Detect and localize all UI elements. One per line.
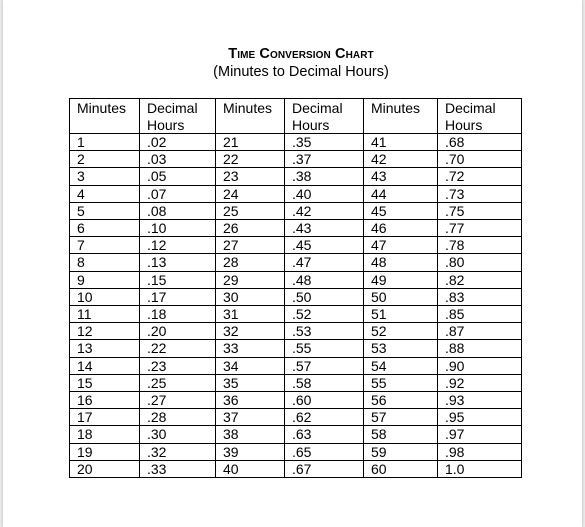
table-row — [70, 374, 522, 391]
minutes-cell: 60 — [364, 460, 438, 477]
decimal-hours-cell: .90 — [438, 357, 522, 374]
minutes-cell: 59 — [364, 443, 438, 460]
minutes-cell: 38 — [216, 426, 285, 443]
decimal-hours-cell: .98 — [438, 443, 522, 460]
minutes-cell: 7 — [70, 237, 140, 254]
decimal-hours-cell: .38 — [285, 168, 364, 185]
decimal-hours-cell: .82 — [438, 271, 522, 288]
minutes-cell: 12 — [70, 323, 140, 340]
decimal-hours-cell: .53 — [285, 323, 364, 340]
minutes-cell: 39 — [216, 443, 285, 460]
minutes-cell: 14 — [70, 357, 140, 374]
decimal-hours-cell: .63 — [285, 426, 364, 443]
decimal-hours-cell: .15 — [140, 271, 216, 288]
minutes-cell: 20 — [70, 460, 140, 477]
table-row — [70, 185, 522, 202]
table-row — [70, 443, 522, 460]
decimal-hours-cell: .50 — [285, 288, 364, 305]
decimal-hours-cell: .57 — [285, 357, 364, 374]
decimal-hours-cell: .65 — [285, 443, 364, 460]
table-row — [70, 151, 522, 168]
decimal-hours-cell: .02 — [140, 134, 216, 151]
minutes-cell: 42 — [364, 151, 438, 168]
decimal-hours-cell: .27 — [140, 392, 216, 409]
decimal-hours-cell: .92 — [438, 374, 522, 391]
decimal-hours-cell: .08 — [140, 202, 216, 219]
minutes-cell: 4 — [70, 185, 140, 202]
decimal-hours-cell: .70 — [438, 151, 522, 168]
minutes-cell: 19 — [70, 443, 140, 460]
table-body — [70, 134, 522, 478]
minutes-cell: 11 — [70, 306, 140, 323]
minutes-cell: 33 — [216, 340, 285, 357]
table-header-row — [70, 99, 522, 134]
decimal-hours-cell: .60 — [285, 392, 364, 409]
decimal-hours-cell: .88 — [438, 340, 522, 357]
minutes-cell: 40 — [216, 460, 285, 477]
minutes-cell: 3 — [70, 168, 140, 185]
decimal-hours-cell: .52 — [285, 306, 364, 323]
decimal-hours-cell: .72 — [438, 168, 522, 185]
decimal-hours-cell: .58 — [285, 374, 364, 391]
minutes-cell: 25 — [216, 202, 285, 219]
minutes-cell: 17 — [70, 409, 140, 426]
table-row — [70, 220, 522, 237]
table-row — [70, 357, 522, 374]
minutes-cell: 55 — [364, 374, 438, 391]
minutes-cell: 1 — [70, 134, 140, 151]
decimal-hours-cell: 1.0 — [438, 460, 522, 477]
column-header: Minutes — [70, 99, 140, 134]
decimal-hours-cell: .32 — [140, 443, 216, 460]
minutes-cell: 16 — [70, 392, 140, 409]
minutes-cell: 48 — [364, 254, 438, 271]
minutes-cell: 22 — [216, 151, 285, 168]
decimal-hours-cell: .85 — [438, 306, 522, 323]
decimal-hours-cell: .73 — [438, 185, 522, 202]
minutes-cell: 10 — [70, 288, 140, 305]
column-header: Minutes — [216, 99, 285, 134]
decimal-hours-cell: .42 — [285, 202, 364, 219]
decimal-hours-cell: .47 — [285, 254, 364, 271]
minutes-cell: 9 — [70, 271, 140, 288]
decimal-hours-cell: .10 — [140, 220, 216, 237]
minutes-cell: 21 — [216, 134, 285, 151]
decimal-hours-cell: .83 — [438, 288, 522, 305]
decimal-hours-cell: .28 — [140, 409, 216, 426]
minutes-cell: 18 — [70, 426, 140, 443]
decimal-hours-cell: .07 — [140, 185, 216, 202]
table-row — [70, 134, 522, 151]
minutes-cell: 44 — [364, 185, 438, 202]
minutes-cell: 5 — [70, 202, 140, 219]
column-header: Decimal Hours — [140, 99, 216, 134]
decimal-hours-cell: .78 — [438, 237, 522, 254]
minutes-cell: 32 — [216, 323, 285, 340]
decimal-hours-cell: .30 — [140, 426, 216, 443]
decimal-hours-cell: .87 — [438, 323, 522, 340]
minutes-cell: 50 — [364, 288, 438, 305]
document-subtitle: (Minutes to Decimal Hours) — [213, 64, 389, 80]
minutes-cell: 26 — [216, 220, 285, 237]
decimal-hours-cell: .22 — [140, 340, 216, 357]
minutes-cell: 13 — [70, 340, 140, 357]
minutes-cell: 27 — [216, 237, 285, 254]
minutes-cell: 30 — [216, 288, 285, 305]
table-row — [70, 237, 522, 254]
decimal-hours-cell: .20 — [140, 323, 216, 340]
decimal-hours-cell: .95 — [438, 409, 522, 426]
decimal-hours-cell: .75 — [438, 202, 522, 219]
decimal-hours-cell: .80 — [438, 254, 522, 271]
minutes-cell: 53 — [364, 340, 438, 357]
minutes-cell: 45 — [364, 202, 438, 219]
column-header: Minutes — [364, 99, 438, 134]
conversion-table — [69, 98, 522, 478]
document-title: Time Conversion Chart — [228, 46, 374, 62]
table-row — [70, 340, 522, 357]
column-header: Decimal Hours — [285, 99, 364, 134]
decimal-hours-cell: .23 — [140, 357, 216, 374]
minutes-cell: 49 — [364, 271, 438, 288]
minutes-cell: 57 — [364, 409, 438, 426]
decimal-hours-cell: .48 — [285, 271, 364, 288]
minutes-cell: 23 — [216, 168, 285, 185]
minutes-cell: 6 — [70, 220, 140, 237]
minutes-cell: 36 — [216, 392, 285, 409]
minutes-cell: 29 — [216, 271, 285, 288]
table-row — [70, 409, 522, 426]
table-row — [70, 460, 522, 477]
decimal-hours-cell: .05 — [140, 168, 216, 185]
decimal-hours-cell: .93 — [438, 392, 522, 409]
minutes-cell: 24 — [216, 185, 285, 202]
decimal-hours-cell: .97 — [438, 426, 522, 443]
decimal-hours-cell: .17 — [140, 288, 216, 305]
table-row — [70, 202, 522, 219]
decimal-hours-cell: .35 — [285, 134, 364, 151]
minutes-cell: 54 — [364, 357, 438, 374]
column-header: Decimal Hours — [438, 99, 522, 134]
minutes-cell: 52 — [364, 323, 438, 340]
decimal-hours-cell: .77 — [438, 220, 522, 237]
table-row — [70, 426, 522, 443]
decimal-hours-cell: .55 — [285, 340, 364, 357]
decimal-hours-cell: .62 — [285, 409, 364, 426]
table-row — [70, 392, 522, 409]
table-row — [70, 271, 522, 288]
table-row — [70, 306, 522, 323]
table-row — [70, 254, 522, 271]
minutes-cell: 43 — [364, 168, 438, 185]
minutes-cell: 31 — [216, 306, 285, 323]
decimal-hours-cell: .25 — [140, 374, 216, 391]
decimal-hours-cell: .13 — [140, 254, 216, 271]
decimal-hours-cell: .37 — [285, 151, 364, 168]
minutes-cell: 51 — [364, 306, 438, 323]
table-row — [70, 323, 522, 340]
minutes-cell: 35 — [216, 374, 285, 391]
minutes-cell: 56 — [364, 392, 438, 409]
minutes-cell: 47 — [364, 237, 438, 254]
decimal-hours-cell: .45 — [285, 237, 364, 254]
decimal-hours-cell: .03 — [140, 151, 216, 168]
minutes-cell: 15 — [70, 374, 140, 391]
decimal-hours-cell: .40 — [285, 185, 364, 202]
decimal-hours-cell: .43 — [285, 220, 364, 237]
decimal-hours-cell: .12 — [140, 237, 216, 254]
decimal-hours-cell: .33 — [140, 460, 216, 477]
decimal-hours-cell: .18 — [140, 306, 216, 323]
decimal-hours-cell: .67 — [285, 460, 364, 477]
minutes-cell: 46 — [364, 220, 438, 237]
minutes-cell: 28 — [216, 254, 285, 271]
minutes-cell: 41 — [364, 134, 438, 151]
table-row — [70, 288, 522, 305]
minutes-cell: 58 — [364, 426, 438, 443]
minutes-cell: 34 — [216, 357, 285, 374]
table-row — [70, 168, 522, 185]
minutes-cell: 37 — [216, 409, 285, 426]
decimal-hours-cell: .68 — [438, 134, 522, 151]
minutes-cell: 8 — [70, 254, 140, 271]
minutes-cell: 2 — [70, 151, 140, 168]
